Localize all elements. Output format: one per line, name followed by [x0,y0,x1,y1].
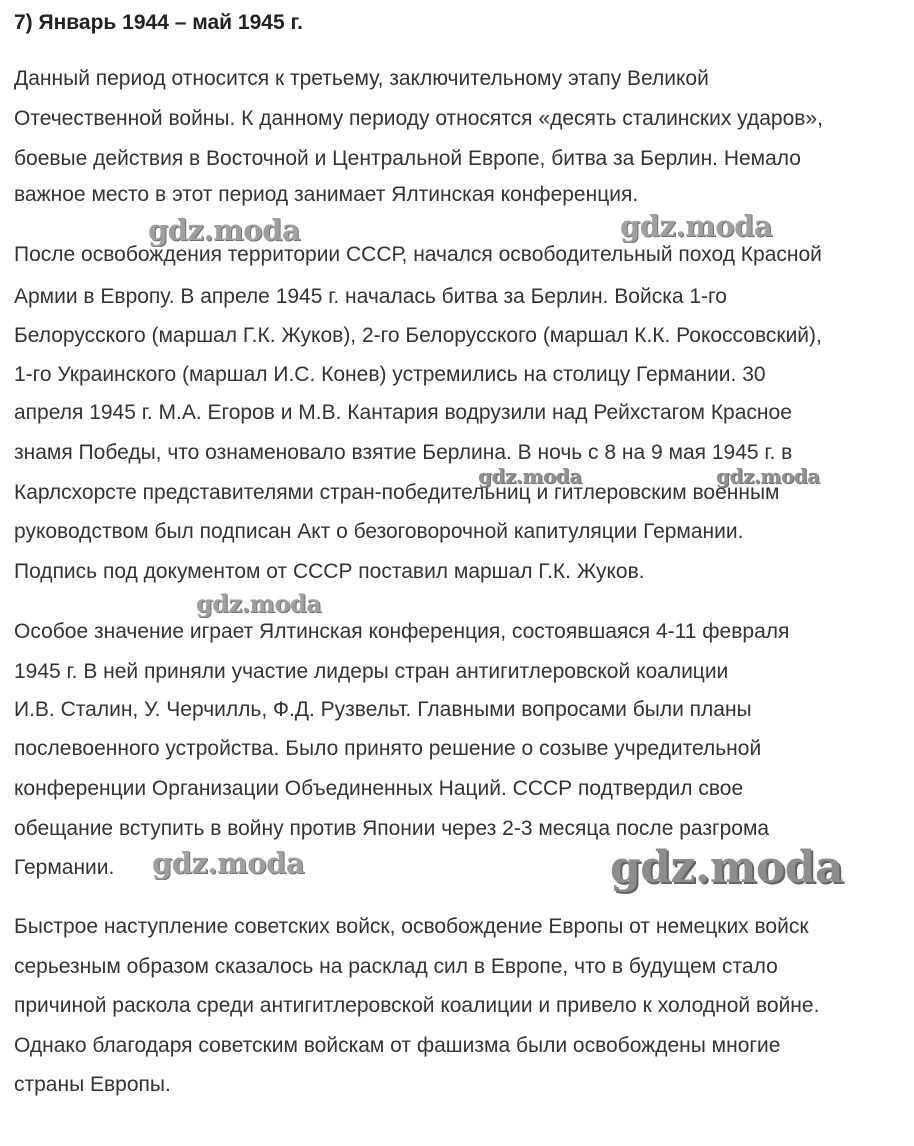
paragraph-line: После освобождения территории СССР, начался освободительный поход Красной [14,243,822,266]
paragraph-line: И.В. Сталин, У. Черчилль, Ф.Д. Рузвельт. Главными вопросами были планы [14,698,752,721]
section-heading: 7) Январь 1944 – май 1945 г. [14,11,303,34]
paragraph-line: Отечественной войны. К данному периоду относятся «десять сталинских ударов», [14,107,823,130]
paragraph-line: знамя Победы, что ознаменовало взятие Берлина. В ночь с 8 на 9 мая 1945 г. в [14,441,793,464]
paragraph-line: важное место в этот период занимает Ялтинская конференция. [14,183,639,206]
paragraph-line: Армии в Европу. В апреле 1945 г. началась битва за Берлин. Войска 1-го [14,285,727,308]
paragraph-line: обещание вступить в войну против Японии через 2-3 месяца после разгрома [14,817,770,840]
paragraph-line: конференции Организации Объединенных Наций. СССР подтвердил свое [14,777,744,800]
paragraph-line: Белорусского (маршал Г.К. Жуков), 2-го Белорусского (маршал К.К. Рокоссовский), [14,324,822,347]
watermark-logo: gdz.moda [148,213,301,247]
paragraph-line: Германии. [14,856,115,879]
paragraph-line: страны Европы. [14,1073,171,1096]
paragraph-line: Однако благодаря советским войскам от фашизма были освобождены многие [14,1034,781,1057]
paragraph-line: Карлсхорсте представителями стран-победительниц и гитлеровским военным [14,481,780,504]
watermark-logo: gdz.moda [152,846,305,880]
paragraph-line: Подпись под документом от СССР поставил маршал Г.К. Жуков. [14,560,645,583]
watermark-logo: gdz.moda [478,464,582,488]
paragraph-line: причиной раскола среди антигитлеровской коалиции и привело к холодной войне. [14,994,820,1017]
paragraph-line: Данный период относится к третьему, заключительному этапу Великой [14,67,709,90]
paragraph-line: руководством был подписан Акт о безоговорочной капитуляции Германии. [14,520,744,543]
paragraph-line: 1945 г. В ней приняли участие лидеры стран антигитлеровской коалиции [14,660,729,683]
watermark-logo: gdz.moda [610,842,844,893]
paragraph-line: послевоенного устройства. Было принято решение о созыве учредительной [14,737,762,760]
watermark-logo: gdz.moda [196,589,322,618]
watermark-logo: gdz.moda [716,464,820,488]
paragraph-line: Особое значение играет Ялтинская конференция, состоявшаяся 4-11 февраля [14,620,790,643]
paragraph-line: 1-го Украинского (маршал И.С. Конев) устремились на столицу Германии. 30 [14,363,766,386]
watermark-logo: gdz.moda [620,209,773,243]
paragraph-line: боевые действия в Восточной и Центральной Европе, битва за Берлин. Немало [14,147,801,170]
paragraph-line: серьезным образом сказалось на расклад сил в Европе, что в будущем стало [14,955,778,978]
paragraph-line: апреля 1945 г. М.А. Егоров и М.В. Кантария водрузили над Рейхстагом Красное [14,401,792,424]
paragraph-line: Быстрое наступление советских войск, освобождение Европы от немецких войск [14,915,809,938]
